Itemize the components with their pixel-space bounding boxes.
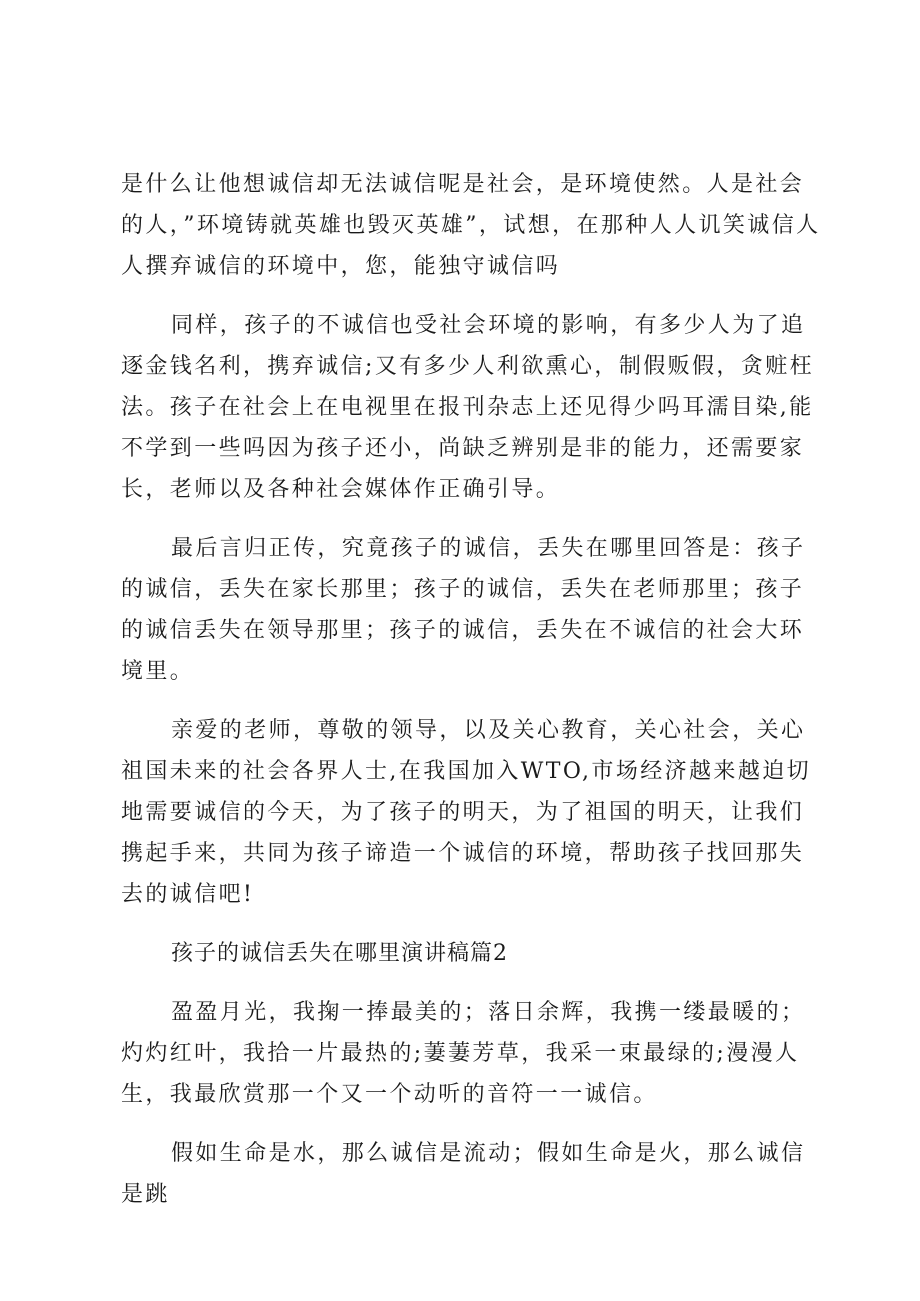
paragraph: 同样，孩子的不诚信也受社会环境的影响，有多少人为了追逐金钱名利，携弃诚信;又有多少人利欲熏心，制假贩假，贪赃枉法。孩子在社会上在电视里在报刊杂志上还见得少吗耳濡目染,能不学到一些吗因为孩子还小，尚缺乏辨别是非的能力，还需要家长，老师以及各种社会媒体作正确引导。 (121, 313, 815, 502)
paragraph: 亲爱的老师，尊敬的领导，以及关心教育，关心社会，关心祖国未来的社会各界人士,在我国加入WTO,市场经济越来越迫切地需要诚信的今天，为了孩子的明天，为了祖国的明天，让我们携起手来，共同为孩子谛造一个诚信的环境，帮助孩子找回那失去的诚信吧! (121, 718, 812, 907)
document-body (121, 164, 827, 1233)
paragraph: 盈盈月光，我掬一捧最美的；落日余辉，我携一缕最暖的；灼灼红叶，我拾一片最热的;萋萋芳草，我采一束最绿的;漫漫人生，我最欣赏那一个又一个动听的音符一一诚信。 (121, 1000, 806, 1107)
paragraph: 最后言归正传，究竟孩子的诚信，丢失在哪里回答是：孩子的诚信，丢失在家长那里；孩子的诚信，丢失在老师那里；孩子的诚信丢失在领导那里；孩子的诚信，丢失在不诚信的社会大环境里。 (121, 536, 806, 684)
paragraph: 假如生命是水，那么诚信是流动；假如生命是火，那么诚信是跳 (121, 1141, 806, 1207)
paragraph: 是什么让他想诚信却无法诚信呢是社会，是环境使然。人是社会的人，”环境铸就英雄也毁灭英雄”，试想，在那种人人讥笑诚信人人撰弃诚信的环境中，您，能独守诚信吗 (121, 172, 821, 279)
section-heading: 孩子的诚信丢失在哪里演讲稿篇2 (171, 941, 508, 966)
